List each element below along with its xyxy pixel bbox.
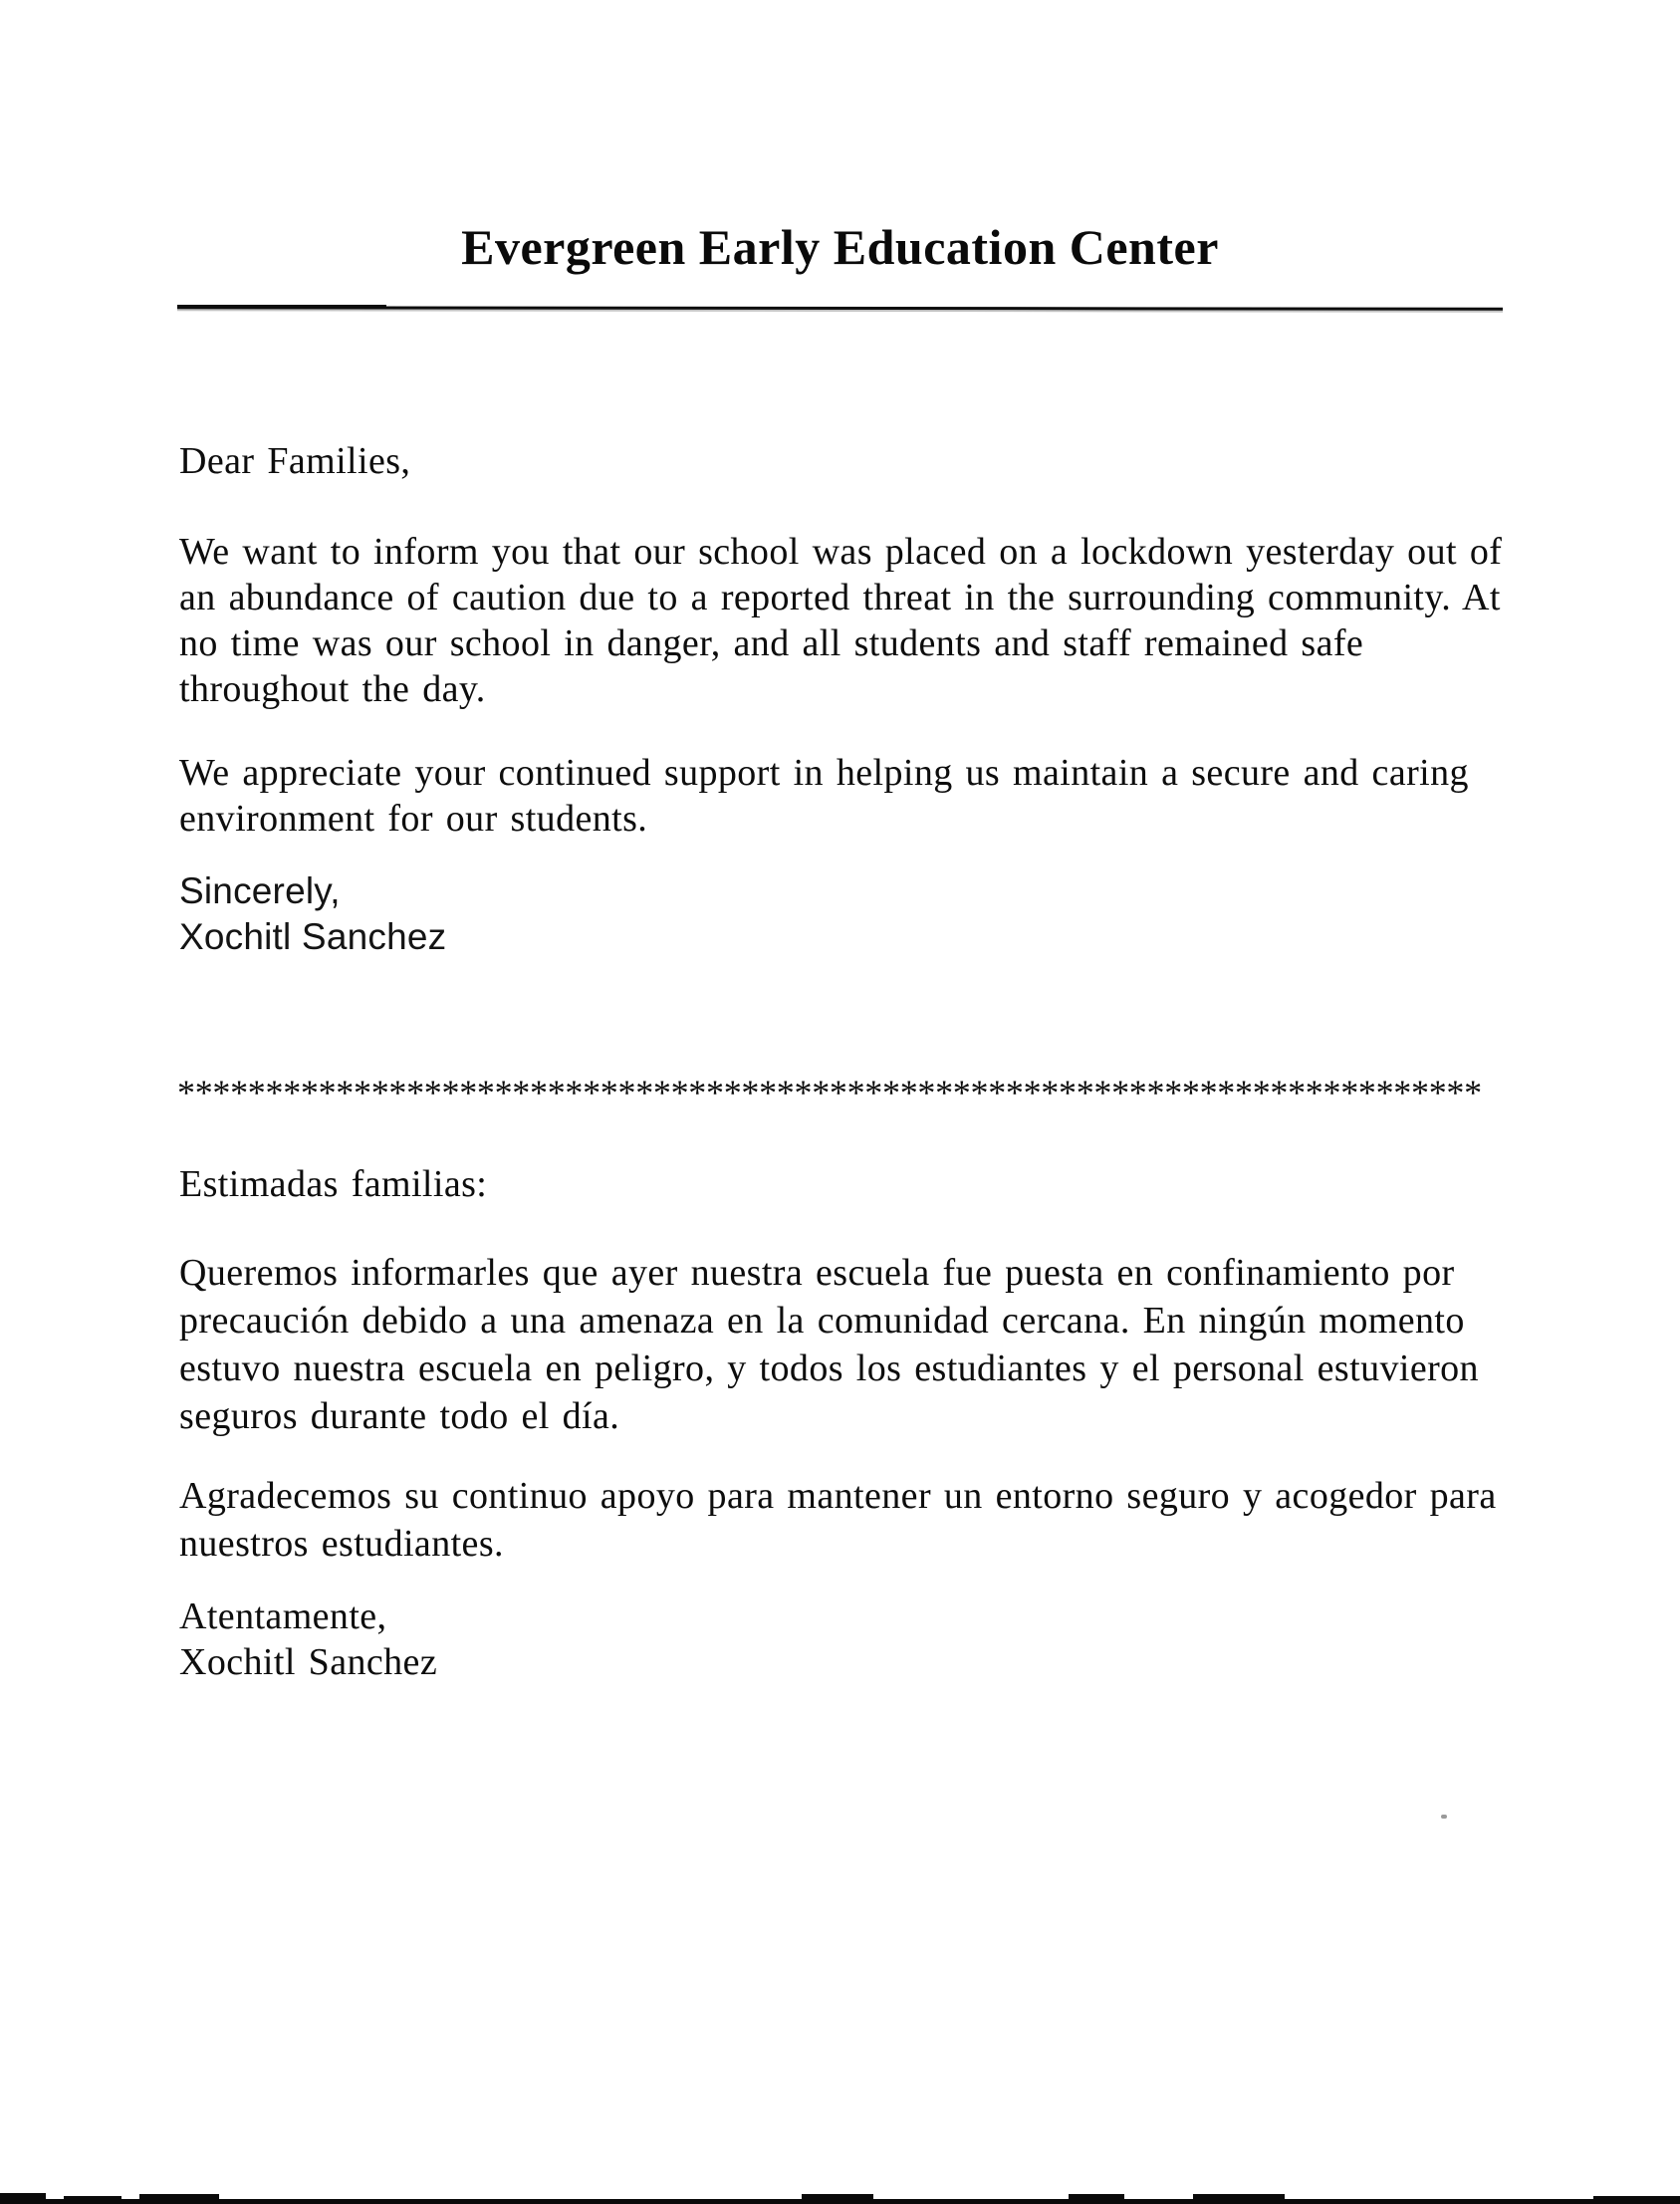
- paragraph-line: seguros durante todo el día.: [179, 1395, 620, 1437]
- page-title: Evergreen Early Education Center: [461, 218, 1219, 275]
- paragraph-line: Agradecemos su continuo apoyo para mantener un entorno seguro y acogedor para: [179, 1475, 1497, 1517]
- closing-word-english: Sincerely,: [179, 870, 341, 911]
- closing-word-spanish: Atentamente,: [179, 1595, 387, 1637]
- greeting-english: Dear Families,: [179, 440, 411, 482]
- scan-edge-artifact: [139, 2194, 219, 2200]
- scan-edge-artifact: [1069, 2194, 1124, 2200]
- scan-edge-artifact: [64, 2196, 121, 2204]
- title-divider-rule-artifact: [177, 305, 386, 309]
- scan-speck-artifact: [1441, 1815, 1447, 1819]
- scan-edge-artifact: [1593, 2196, 1680, 2204]
- paragraph-line: nuestros estudiantes.: [179, 1523, 504, 1565]
- paragraph-line: We want to inform you that our school was placed on a lockdown yesterday out of: [179, 531, 1503, 573]
- scan-edge-artifact: [802, 2194, 873, 2200]
- paragraph-english-1: [179, 529, 1502, 712]
- scan-edge-artifact: [0, 2193, 46, 2204]
- paragraph-spanish-2: [179, 1472, 1497, 1568]
- closing-spanish: [179, 1593, 437, 1685]
- paragraph-line: Queremos informarles que ayer nuestra escuela fue puesta en confinamiento por: [179, 1252, 1455, 1294]
- paragraph-line: an abundance of caution due to a reported threat in the surrounding community. At: [179, 577, 1501, 618]
- paragraph-english-2: [179, 750, 1469, 842]
- greeting-spanish: Estimadas familias:: [179, 1163, 488, 1205]
- scan-edge-artifact: [1193, 2194, 1285, 2200]
- signature-english: Xochitl Sanchez: [179, 916, 447, 957]
- closing-english: [179, 868, 446, 960]
- section-divider-asterisks: **************************************************************************: [177, 1073, 1482, 1112]
- paragraph-line: no time was our school in danger, and all students and staff remained safe: [179, 622, 1364, 664]
- signature-spanish: Xochitl Sanchez: [179, 1641, 438, 1683]
- paragraph-line: precaución debido a una amenaza en la comunidad cercana. En ningún momento: [179, 1300, 1465, 1342]
- paragraph-line: estuvo nuestra escuela en peligro, y todos los estudiantes y el personal estuvieron: [179, 1347, 1479, 1389]
- paragraph-line: throughout the day.: [179, 668, 486, 710]
- paragraph-line: We appreciate your continued support in helping us maintain a secure and caring: [179, 752, 1469, 794]
- paragraph-line: environment for our students.: [179, 798, 648, 840]
- paragraph-spanish-1: [179, 1249, 1479, 1440]
